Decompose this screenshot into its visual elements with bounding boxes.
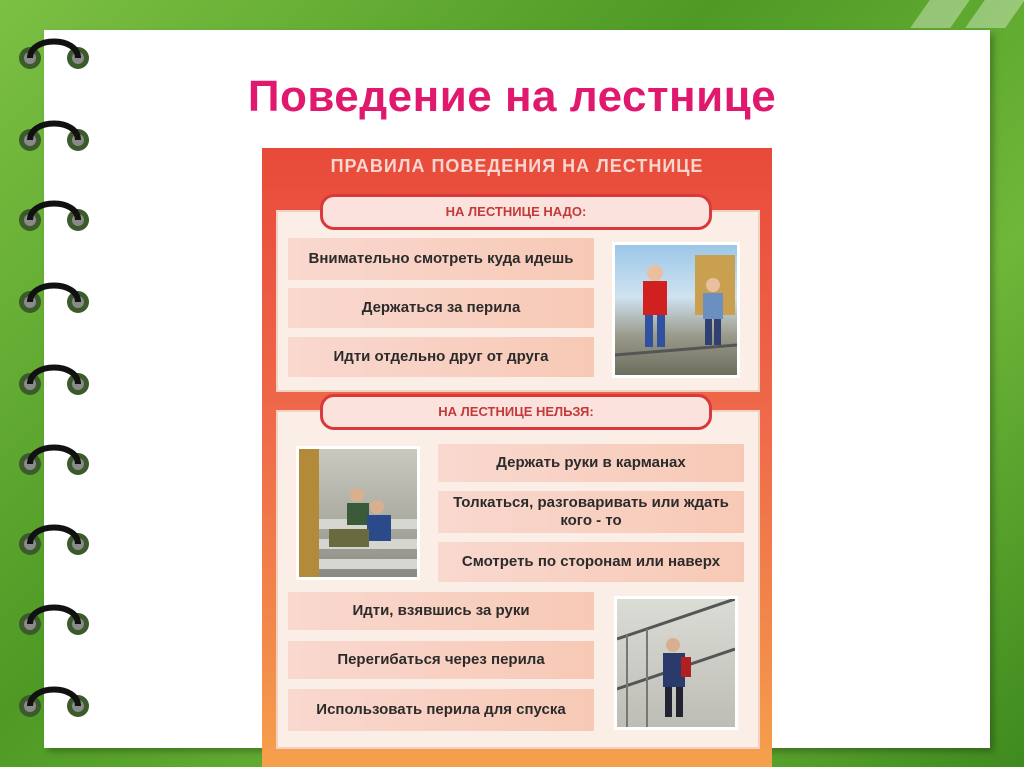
binder-ring-icon [12,684,90,724]
decor-stripe [965,0,1024,28]
mustnot-item: Идти, взявшись за руки [288,592,594,630]
mustnot-item: Толкаться, разговаривать или ждать кого - то [438,491,744,533]
decor-stripe [910,0,970,28]
mustnot-item: Перегибаться через перила [288,641,594,679]
must-item: Внимательно смотреть куда идешь [288,238,594,280]
photo-boy-railing [614,596,738,730]
binder-ring-icon [12,198,90,238]
binder-ring-icon [12,522,90,562]
poster-heading: ПРАВИЛА ПОВЕДЕНИЯ НА ЛЕСТНИЦЕ [330,156,704,176]
must-item: Держаться за перила [288,288,594,328]
mustnot-item: Использовать перила для спуска [288,689,594,731]
photo-kids-sitting-stairs [296,446,420,580]
slide-title: Поведение на лестнице [247,72,777,121]
rules-poster [262,148,772,767]
must-item: Идти отдельно друг от друга [288,337,594,377]
binder-ring-icon [12,36,90,76]
mustnot-item: Держать руки в карманах [438,444,744,482]
binder-ring-icon [12,442,90,482]
mustnot-item: Смотреть по сторонам или наверх [438,542,744,582]
binder-ring-icon [12,118,90,158]
binder-ring-icon [12,280,90,320]
photo-kids-on-stairs [612,242,740,378]
binder-ring-icon [12,602,90,642]
mustnot-caption: НА ЛЕСТНИЦЕ НЕЛЬЗЯ: [320,394,712,430]
must-caption: НА ЛЕСТНИЦЕ НАДО: [320,194,712,230]
binder-ring-icon [12,362,90,402]
